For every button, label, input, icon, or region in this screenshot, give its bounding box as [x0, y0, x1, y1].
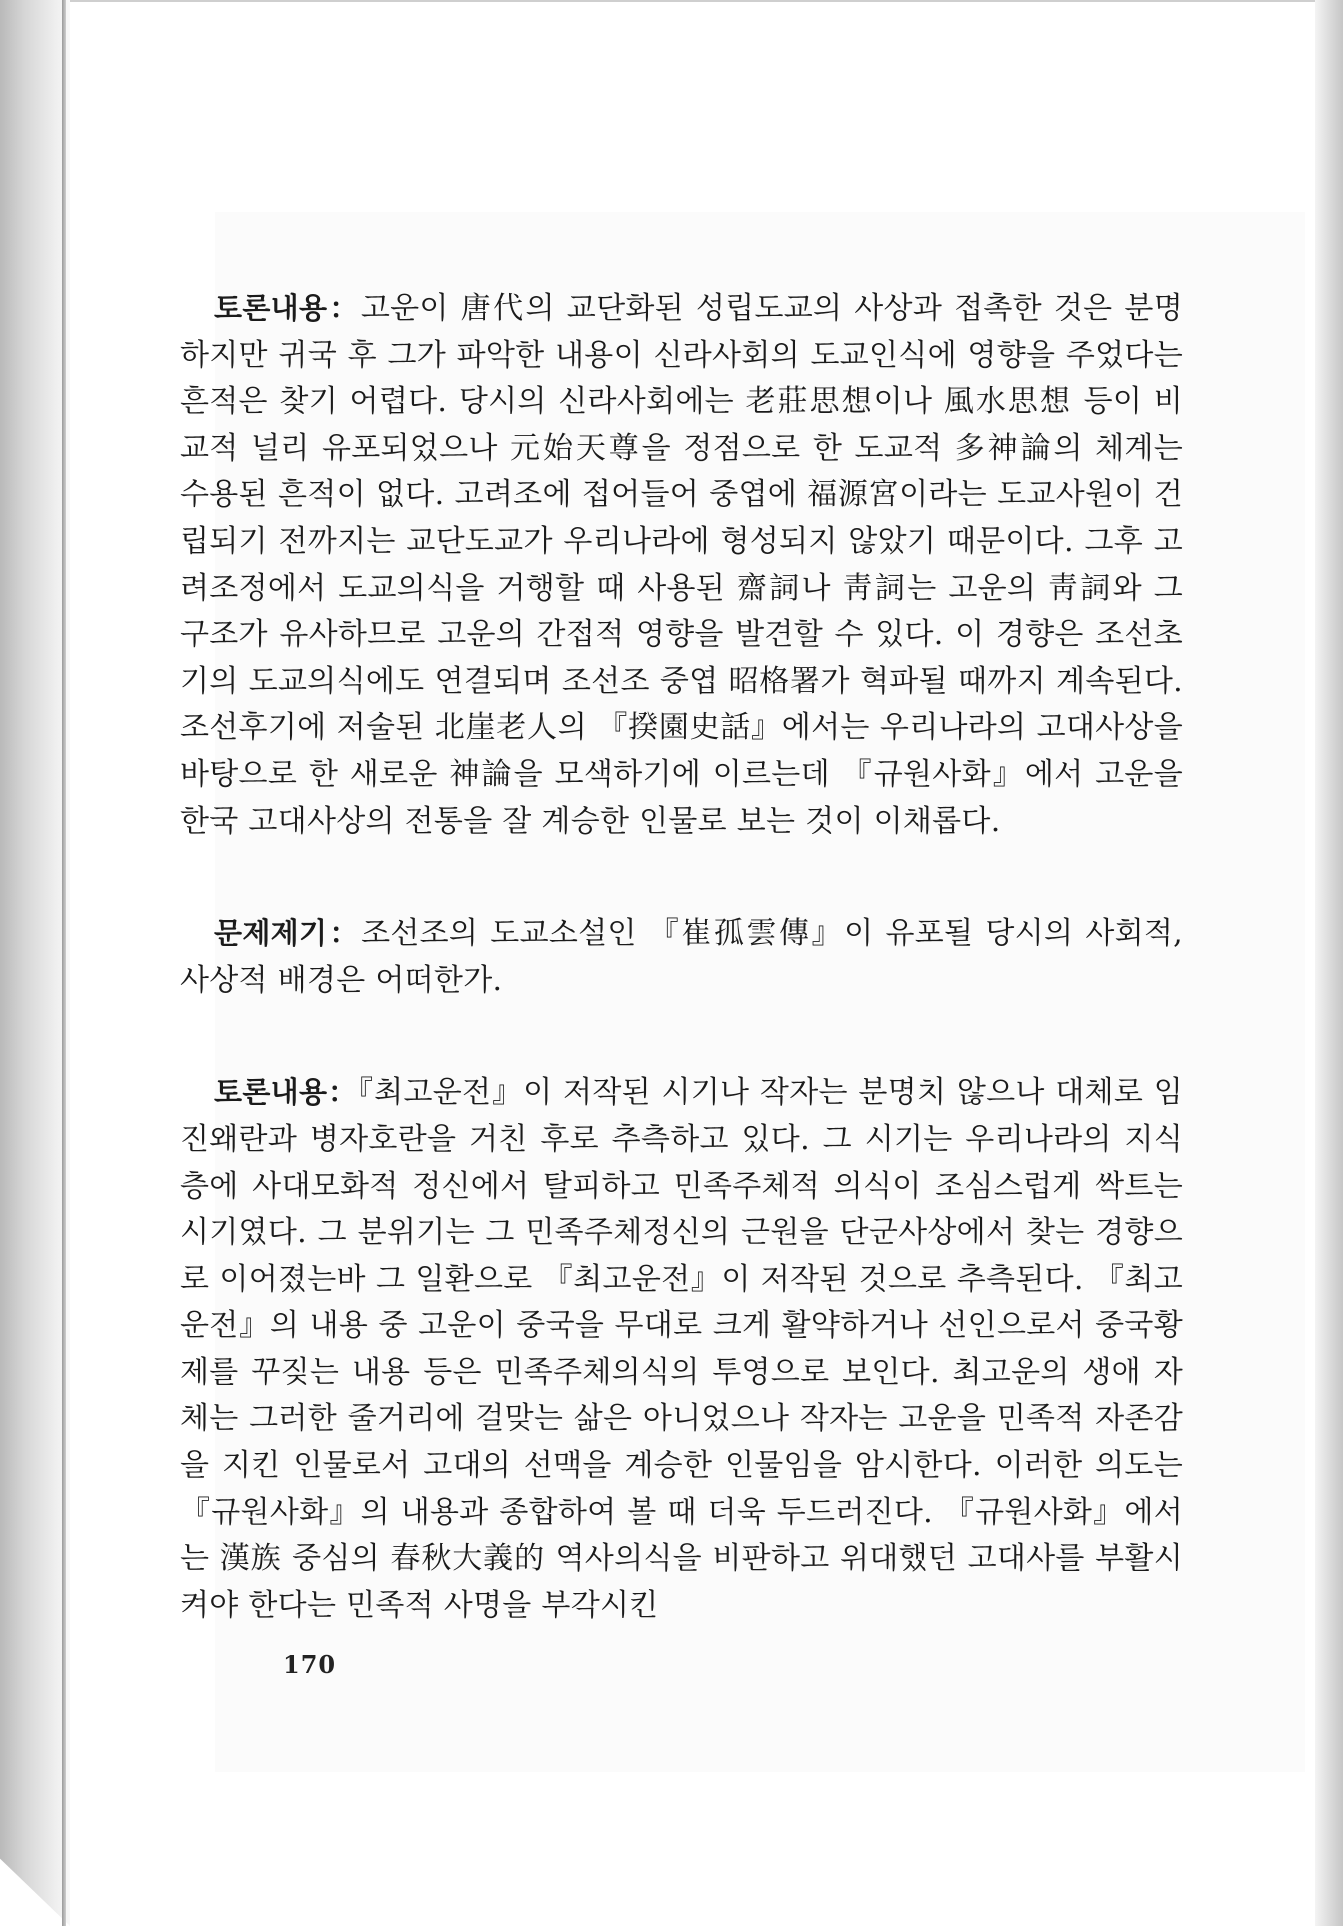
- paragraph-discussion-2: [180, 1069, 1183, 1629]
- paragraph-lead: 토론내용：: [214, 1075, 359, 1110]
- body-text: [180, 285, 1183, 1629]
- paragraph-body: 조선조의 도교소설인 『崔孤雲傳』이 유포될 당시의 사회적, 사상적 배경은 어떠한가.: [180, 916, 1184, 998]
- paragraph-question: [180, 910, 1183, 1004]
- paragraph-gap: [180, 845, 1183, 910]
- paragraph-gap: [180, 1004, 1183, 1069]
- paragraph-discussion-1: [180, 285, 1183, 845]
- paragraph-body: 고운이 唐代의 교단화된 성립도교의 사상과 접촉한 것은 분명하지만 귀국 후 그가 파악한 내용이 신라사회의 도교인식에 영향을 주었다는 흔적은 찾기 어렵다. 당시의 신라사회에는 老莊思想이나 風水思想 등이 비교적 널리 유포되었으나 元始天尊을 정점으로 한 도교적 多神論의 체계는 수용된 흔적이 없다. 고려조에 접어들어 중엽에 福源宮이라는 도교사원이 건립되기 전까지는 교단도교가 우리나라에 형성되지 않았기 때문이다. 그후 고려조정에서 도교의식을 거행할 때 사용된 齋詞나 靑詞는 고운의 靑詞와 그 구조가 유사하므로 고운의 간접적 영향을 발견할 수 있다. 이 경향은 조선초기의 도교의식에도 연결되며 조선조 중엽 昭格署가 혁파될 때까지 계속된다. 조선후기에 저술된 北崖老人의 『揆園史話』에서는 우리나라의 고대사상을 바탕으로 한 새로운 神論을 모색하기에 이르는데 『규원사화』에서 고운을 한국 고대사상의 전통을 잘 계승한 인물로 보는 것이 이채롭다.: [180, 291, 1183, 839]
- book-spine-edge: [62, 0, 66, 1926]
- paragraph-lead: 토론내용：: [214, 291, 361, 325]
- page-shadow: [1315, 0, 1343, 1926]
- book-spine: [0, 0, 70, 1926]
- paragraph-lead: 문제제기：: [214, 916, 362, 951]
- page-number: 170: [283, 1650, 337, 1679]
- paragraph-body: 『최고운전』이 저작된 시기나 작자는 분명치 않으나 대체로 임진왜란과 병자호란을 거친 후로 추측하고 있다. 그 시기는 우리나라의 지식층에 사대모화적 정신에서 탈피하고 민족주체적 의식이 조심스럽게 싹트는 시기였다. 그 분위기는 그 민족주체정신의 근원을 단군사상에서 찾는 경향으로 이어졌는바 그 일환으로 『최고운전』이 저작된 것으로 추측된다. 『최고운전』의 내용 중 고운이 중국을 무대로 크게 활약하거나 선인으로서 중국황제를 꾸짖는 내용 등은 민족주체의식의 투영으로 보인다. 최고운의 생애 자체는 그러한 줄거리에 걸맞는 삶은 아니었으나 작자는 고운을 민족적 자존감을 지킨 인물로서 고대의 선맥을 계승한 인물임을 암시한다. 이러한 의도는 『규원사화』의 내용과 종합하여 볼 때 더욱 두드러진다. 『규원사화』에서는 漢族 중심의 春秋大義的 역사의식을 비판하고 위대했던 고대사를 부활시켜야 한다는 민족적 사명을 부각시킨: [180, 1075, 1184, 1623]
